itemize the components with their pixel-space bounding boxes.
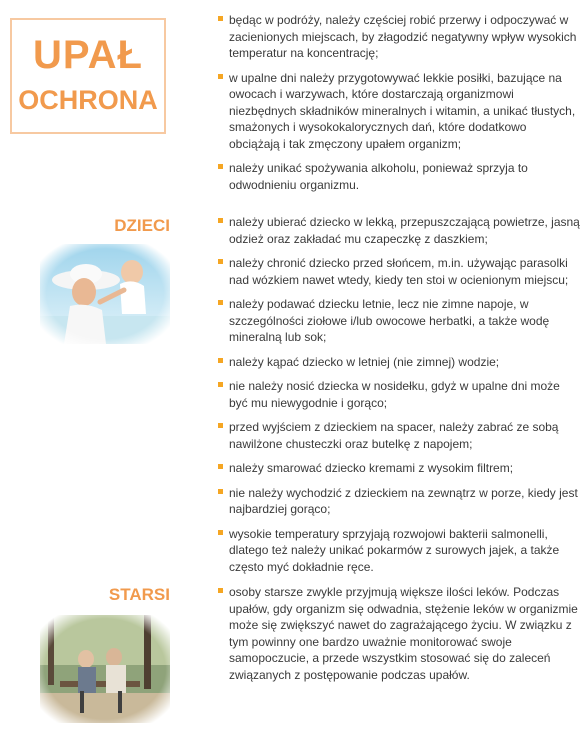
page-title: UPAŁ	[33, 33, 143, 77]
list-item: nie należy nosić dziecka w nosidełku, gdyż w upalne dni może być mu niewygodnie i gorąco;	[218, 378, 580, 411]
list-item: osoby starsze zwykle przyjmują większe ilości leków. Podczas upałów, gdy organizm się odwadnia, stężenie leków w organizmie może się zwiększyć nawet do zagrażającego życiu. W związku z tym powinny one bardzo uważnie monitorować swoje samopoczucie, a przede wszystkim stosować się do zaleceń związanych z postępowanie podczas upałów.	[218, 584, 580, 683]
bullet-icon	[218, 300, 223, 305]
bullet-icon	[218, 358, 223, 363]
bullet-icon	[218, 464, 223, 469]
bullet-icon	[218, 588, 223, 593]
bullet-icon	[218, 423, 223, 428]
list-item: należy chronić dziecko przed słońcem, m.in. używając parasolki nad wózkiem nawet wtedy, kiedy ten stoi w ocienionym miejscu;	[218, 255, 580, 288]
bullet-icon	[218, 382, 223, 387]
list-item: należy unikać spożywania alkoholu, ponieważ sprzyja to odwodnieniu organizmu.	[218, 160, 580, 193]
children-list	[218, 214, 580, 583]
list-item: nie należy wychodzić z dzieckiem na zewnątrz w porze, kiedy jest najbardziej gorąco;	[218, 485, 580, 518]
section-heading-seniors: STARSI	[108, 585, 170, 604]
bullet-icon	[218, 259, 223, 264]
bullet-icon	[218, 489, 223, 494]
general-list	[218, 12, 580, 201]
list-item: będąc w podróży, należy częściej robić przerwy i odpoczywać w zacienionych miejscach, by złagodzić negatywny wpływ wysokich temperatur na koncentrację;	[218, 12, 580, 62]
list-item: przed wyjściem z dzieckiem na spacer, należy zabrać ze sobą nawilżone chusteczki oraz butelkę z napojem;	[218, 419, 580, 452]
bullet-icon	[218, 16, 223, 21]
section-heading-children: DZIECI	[114, 216, 170, 235]
list-item: należy ubierać dziecko w lekką, przepuszczającą powietrze, jasną odzież oraz zakładać mu czapeczkę z daszkiem;	[218, 214, 580, 247]
bullet-icon	[218, 164, 223, 169]
bullet-icon	[218, 530, 223, 535]
page-subtitle: OCHRONA	[18, 85, 158, 115]
list-item: w upalne dni należy przygotowywać lekkie posiłki, bazujące na owocach i warzywach, które dostarczają organizmowi niezbędnych składników mineralnych i witamin, a unikać tłustych, smażonych i wysokokalorycznych dań, które dodatkowo obciążają i tak zmęczony upałem organizm;	[218, 70, 580, 153]
title-box	[10, 18, 166, 134]
bullet-icon	[218, 218, 223, 223]
list-item: należy smarować dziecko kremami z wysokim filtrem;	[218, 460, 580, 477]
seniors-list	[218, 584, 580, 691]
list-item: należy podawać dziecku letnie, lecz nie zimne napoje, w szczególności ziołowe i/lub owocowe herbatki, a także wodę mineralną lub sok;	[218, 296, 580, 346]
list-item: należy kąpać dziecko w letniej (nie zimnej) wodzie;	[218, 354, 580, 371]
mother-child-photo	[40, 244, 170, 344]
bullet-icon	[218, 74, 223, 79]
list-item: wysokie temperatury sprzyjają rozwojowi bakterii salmonelli, dlatego też należy unikać pokarmów z surowych jajek, a także często myć dokładnie ręce.	[218, 526, 580, 576]
seniors-photo	[40, 615, 170, 723]
